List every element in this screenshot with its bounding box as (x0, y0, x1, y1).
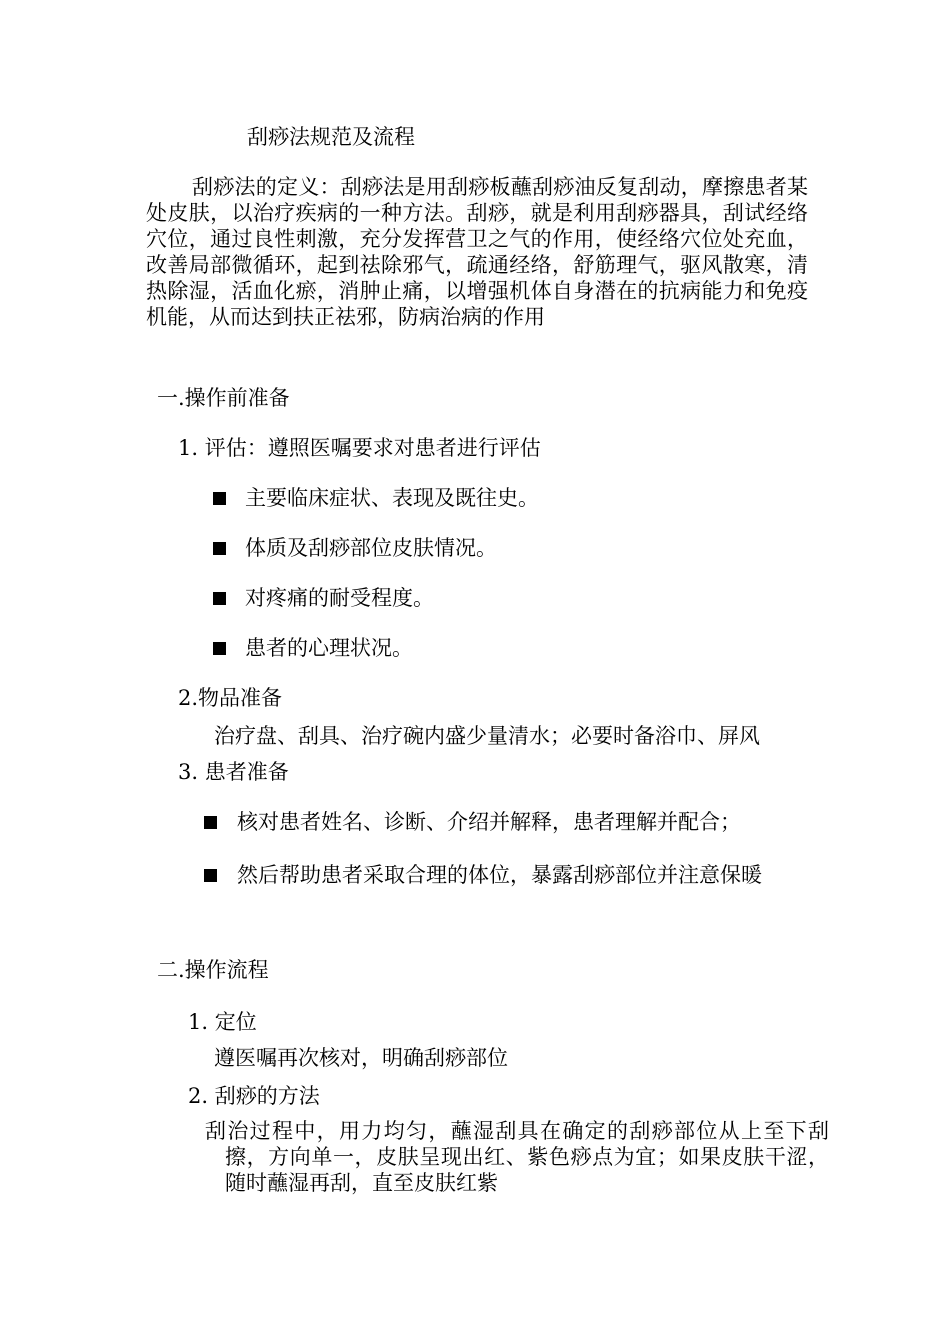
list-item (213, 534, 497, 562)
list-item-text: 体质及刮痧部位皮肤情况。 (245, 536, 497, 560)
supplies-label: 2.物品准备 (178, 686, 283, 710)
list-item (213, 584, 434, 612)
patient-prep-label: 3. 患者准备 (178, 760, 289, 784)
assessment-label: 1. 评估：遵照医嘱要求对患者进行评估 (178, 436, 541, 460)
list-item (213, 634, 413, 662)
square-bullet-icon (204, 869, 217, 882)
list-item-text: 对疼痛的耐受程度。 (245, 586, 434, 610)
square-bullet-icon (213, 592, 226, 605)
list-item (204, 857, 815, 893)
list-item (213, 484, 539, 512)
list-item-text: 患者的心理状况。 (245, 636, 413, 660)
doc-title: 刮痧法规范及流程 (247, 125, 415, 149)
method-label: 2. 刮痧的方法 (188, 1084, 320, 1108)
square-bullet-icon (213, 492, 226, 505)
section1-heading: 一.操作前准备 (157, 386, 290, 410)
definition-paragraph: 刮痧法的定义：刮痧法是用刮痧板蘸刮痧油反复刮动，摩擦患者某处皮肤，以治疗疾病的一种方法。刮痧，就是利用刮痧器具，刮试经络穴位，通过良性刺激，充分发挥营卫之气的作用，使经络穴位处充血，改善局部微循环，起到祛除邪气，疏通经络，舒筋理气，驱风散寒，清热除湿，活血化瘀，消肿止痛，以增强机体自身潜在的抗病能力和免疫机能，从而达到扶正祛邪，防病治病的作用 (146, 175, 808, 329)
square-bullet-icon (213, 542, 226, 555)
method-text: 刮治过程中，用力均匀，蘸湿刮具在确定的刮痧部位从上至下刮擦，方向单一，皮肤呈现出红、紫色痧点为宜；如果皮肤干涩，随时蘸湿再刮，直至皮肤红紫 (205, 1119, 829, 1195)
section2-heading: 二.操作流程 (157, 958, 269, 982)
list-item-text: 核对患者姓名、诊断、介绍并解释，患者理解并配合； (237, 810, 741, 834)
square-bullet-icon (204, 816, 217, 829)
list-item (204, 808, 815, 836)
supplies-text: 治疗盘、刮具、治疗碗内盛少量清水；必要时备浴巾、屏风 (214, 724, 760, 748)
list-item-text: 然后帮助患者采取合理的体位，暴露刮痧部位并注意保暖 (237, 863, 762, 887)
list-item-text: 主要临床症状、表现及既往史。 (245, 486, 539, 510)
positioning-label: 1. 定位 (188, 1010, 257, 1034)
square-bullet-icon (213, 642, 226, 655)
positioning-text: 遵医嘱再次核对，明确刮痧部位 (214, 1046, 508, 1070)
